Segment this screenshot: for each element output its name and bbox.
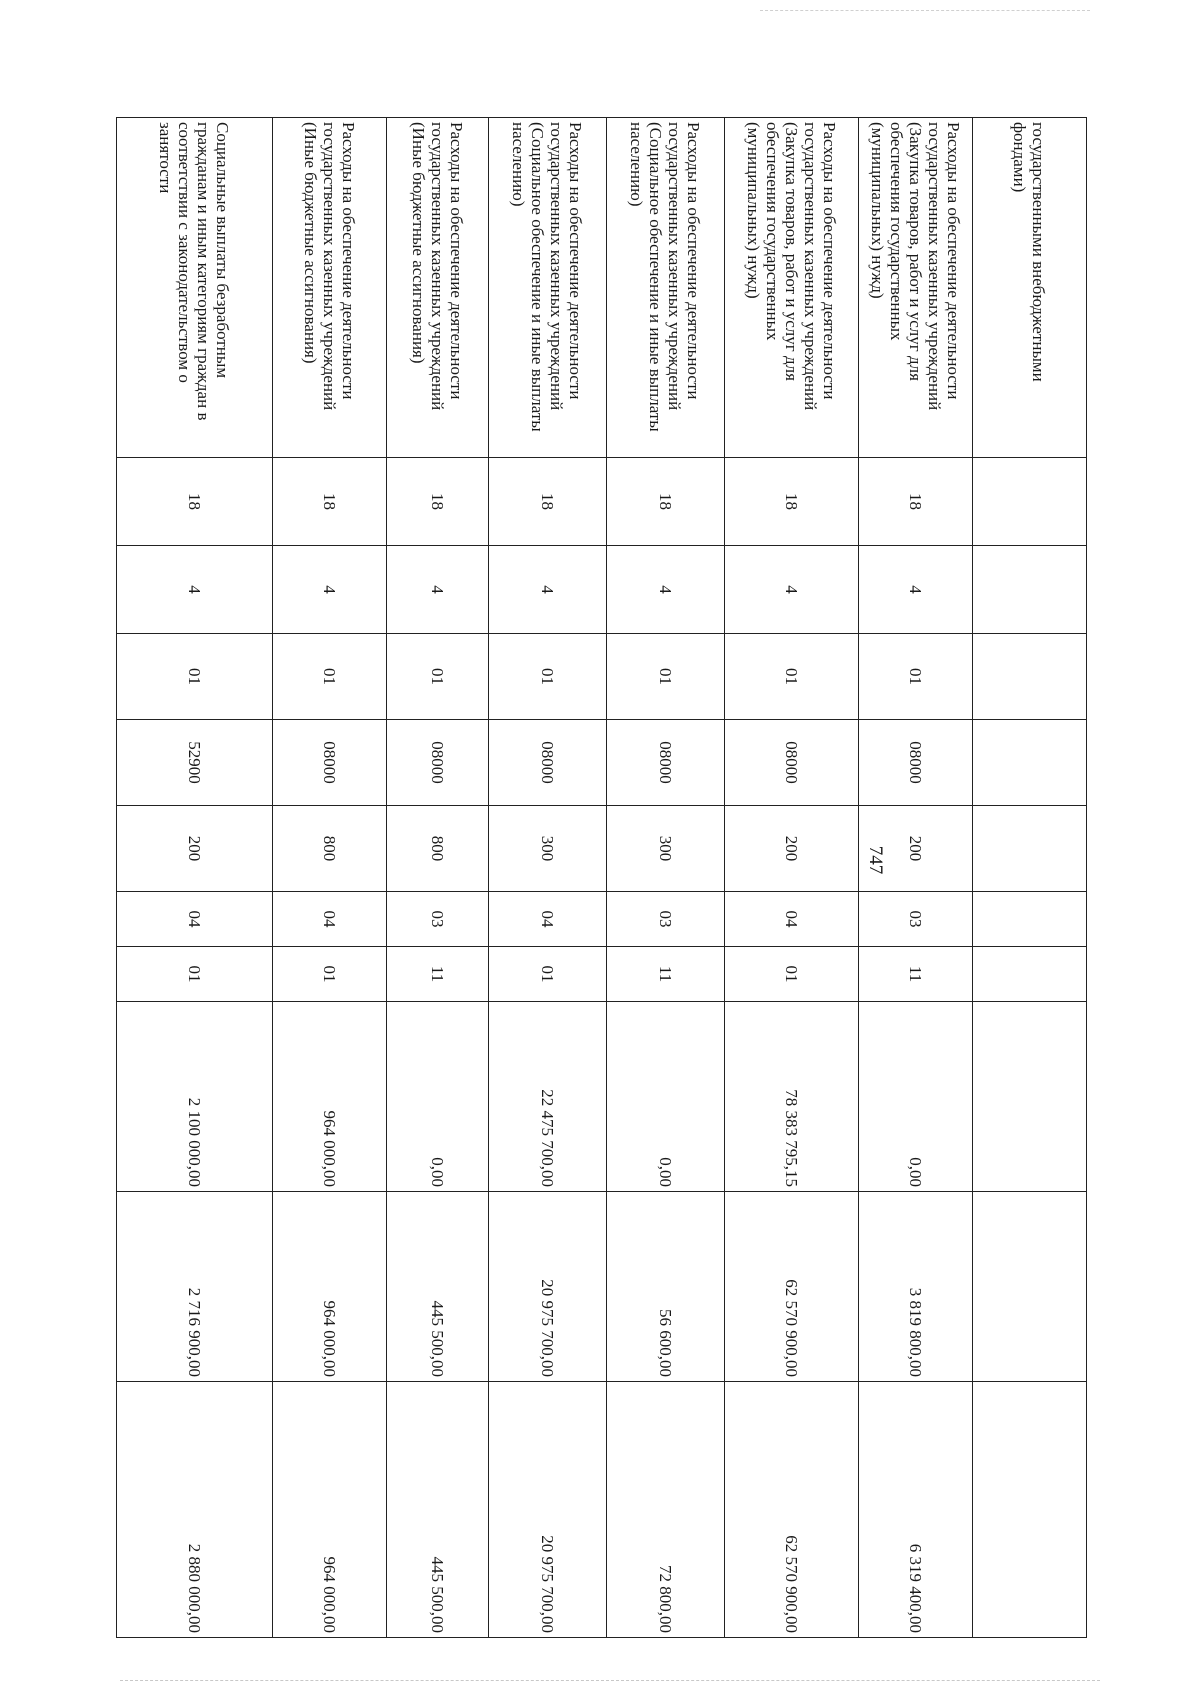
amount-cell: 964 000,00: [273, 1382, 387, 1638]
code-cell: 52900: [117, 720, 273, 806]
code-cell: 4: [117, 546, 273, 634]
code-cell: [973, 806, 1087, 892]
code-cell: 03: [387, 892, 489, 947]
scan-artifact-bottom: [120, 1680, 1100, 1683]
code-cell: 200: [117, 806, 273, 892]
code-cell: 08000: [273, 720, 387, 806]
table-row: [489, 118, 607, 1638]
amount-cell: 3 819 800,00: [859, 1192, 973, 1382]
code-cell: 04: [489, 892, 607, 947]
amount-cell: 22 475 700,00: [489, 1002, 607, 1192]
code-cell: 01: [725, 947, 859, 1002]
code-cell: 11: [859, 947, 973, 1002]
amount-cell: 964 000,00: [273, 1002, 387, 1192]
amount-cell: 0,00: [607, 1002, 725, 1192]
amount-cell: 445 500,00: [387, 1382, 489, 1638]
code-cell: 01: [489, 634, 607, 720]
row-description: Расходы на обеспечение деятельности государственных казенных учреждений (Иные бюджетные ассигнования): [387, 118, 489, 458]
budget-table: [116, 117, 1087, 1638]
code-cell: 11: [607, 947, 725, 1002]
code-cell: 01: [859, 634, 973, 720]
amount-cell: 445 500,00: [387, 1192, 489, 1382]
amount-cell: 0,00: [387, 1002, 489, 1192]
row-description: Расходы на обеспечение деятельности государственных казенных учреждений (Закупка товаров, работ и услуг для обеспечения государственных (муниципальных) нужд): [859, 118, 973, 458]
code-cell: 01: [273, 634, 387, 720]
amount-cell: 56 600,00: [607, 1192, 725, 1382]
amount-cell: 6 319 400,00: [859, 1382, 973, 1638]
code-cell: 18: [607, 458, 725, 546]
code-cell: 01: [117, 634, 273, 720]
amount-cell: 62 570 900,00: [725, 1382, 859, 1638]
amount-cell: [973, 1002, 1087, 1192]
amount-cell: [973, 1382, 1087, 1638]
table-row: [273, 118, 387, 1638]
code-cell: 800: [273, 806, 387, 892]
amount-cell: [973, 1192, 1087, 1382]
amount-cell: 2 100 000,00: [117, 1002, 273, 1192]
code-cell: 04: [725, 892, 859, 947]
amount-cell: 2 716 900,00: [117, 1192, 273, 1382]
code-cell: [973, 947, 1087, 1002]
code-cell: [973, 634, 1087, 720]
table-row: [387, 118, 489, 1638]
code-cell: 08000: [607, 720, 725, 806]
code-cell: 01: [117, 947, 273, 1002]
code-cell: 4: [859, 546, 973, 634]
code-cell: 18: [117, 458, 273, 546]
amount-cell: 62 570 900,00: [725, 1192, 859, 1382]
page-number: 747: [865, 845, 886, 875]
table-row: [607, 118, 725, 1638]
code-cell: 4: [725, 546, 859, 634]
code-cell: [973, 546, 1087, 634]
amount-cell: 20 975 700,00: [489, 1382, 607, 1638]
row-description: Расходы на обеспечение деятельности государственных казенных учреждений (Закупка товаров, работ и услуг для обеспечения государственных (муниципальных) нужд): [725, 118, 859, 458]
code-cell: 800: [387, 806, 489, 892]
code-cell: 08000: [387, 720, 489, 806]
code-cell: 18: [725, 458, 859, 546]
code-cell: 01: [725, 634, 859, 720]
amount-cell: 964 000,00: [273, 1192, 387, 1382]
amount-cell: 20 975 700,00: [489, 1192, 607, 1382]
code-cell: 4: [273, 546, 387, 634]
table-row: [973, 118, 1087, 1638]
code-cell: 08000: [859, 720, 973, 806]
code-cell: 18: [387, 458, 489, 546]
code-cell: 11: [387, 947, 489, 1002]
amount-cell: 2 880 000,00: [117, 1382, 273, 1638]
code-cell: 08000: [489, 720, 607, 806]
row-description: государственными внебюджетными фондами): [973, 118, 1087, 458]
code-cell: 08000: [725, 720, 859, 806]
code-cell: 04: [117, 892, 273, 947]
code-cell: 300: [489, 806, 607, 892]
code-cell: 01: [607, 634, 725, 720]
code-cell: 01: [273, 947, 387, 1002]
row-description: Расходы на обеспечение деятельности государственных казенных учреждений (Социальное обеспечение и иные выплаты населению): [489, 118, 607, 458]
code-cell: [973, 458, 1087, 546]
code-cell: 18: [273, 458, 387, 546]
code-cell: 18: [859, 458, 973, 546]
code-cell: [973, 892, 1087, 947]
code-cell: 300: [607, 806, 725, 892]
amount-cell: 72 800,00: [607, 1382, 725, 1638]
row-description: Социальные выплаты безработным гражданам и иным категориям граждан в соответствии с законодательством о занятости: [117, 118, 273, 458]
scan-artifact-top: [760, 10, 1090, 13]
code-cell: 4: [607, 546, 725, 634]
row-description: Расходы на обеспечение деятельности государственных казенных учреждений (Иные бюджетные ассигнования): [273, 118, 387, 458]
code-cell: 200: [725, 806, 859, 892]
table-row: [725, 118, 859, 1638]
table-row: [117, 118, 273, 1638]
table-row: [859, 118, 973, 1638]
code-cell: 03: [859, 892, 973, 947]
code-cell: 01: [489, 947, 607, 1002]
code-cell: 04: [273, 892, 387, 947]
code-cell: 4: [387, 546, 489, 634]
code-cell: 01: [387, 634, 489, 720]
code-cell: [973, 720, 1087, 806]
amount-cell: 0,00: [859, 1002, 973, 1192]
code-cell: 18: [489, 458, 607, 546]
code-cell: 4: [489, 546, 607, 634]
code-cell: 200: [859, 806, 973, 892]
rotated-table-wrapper: [117, 117, 1087, 1637]
row-description: Расходы на обеспечение деятельности государственных казенных учреждений (Социальное обеспечение и иные выплаты населению): [607, 118, 725, 458]
code-cell: 03: [607, 892, 725, 947]
amount-cell: 78 383 795,15: [725, 1002, 859, 1192]
